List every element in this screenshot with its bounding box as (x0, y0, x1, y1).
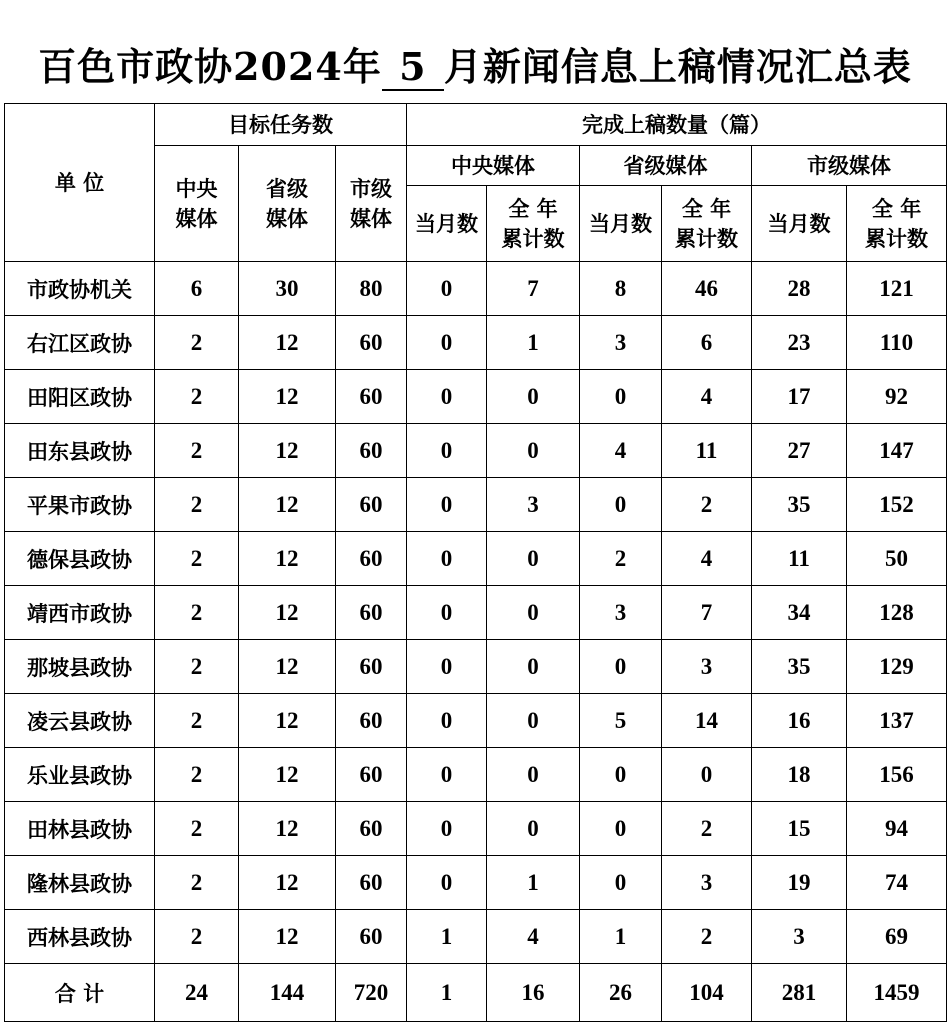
target-central-line2: 媒体 (175, 206, 218, 231)
central-media-header: 中央媒体 (407, 146, 580, 186)
provincial-monthly-cell: 0 (580, 370, 662, 424)
central-annual-cell: 0 (487, 370, 580, 424)
unit-cell: 乐业县政协 (5, 748, 155, 802)
target-city-cell: 60 (336, 694, 407, 748)
unit-cell: 田东县政协 (5, 424, 155, 478)
city-annual-cell: 94 (847, 802, 947, 856)
target-city-cell: 60 (336, 748, 407, 802)
city-annual-cell: 129 (847, 640, 947, 694)
central-annual-cell: 0 (487, 748, 580, 802)
city-annual-cell: 156 (847, 748, 947, 802)
unit-cell: 田阳区政协 (5, 370, 155, 424)
provincial-monthly-cell: 2 (580, 532, 662, 586)
city-monthly-cell: 16 (752, 694, 847, 748)
target-provincial-cell: 12 (239, 370, 336, 424)
target-provincial-cell: 12 (239, 532, 336, 586)
target-city-cell: 60 (336, 478, 407, 532)
table-row (5, 640, 947, 694)
provincial-annual-cell: 3 (662, 640, 752, 694)
central-monthly-cell: 0 (407, 262, 487, 316)
provincial-monthly-header: 当月数 (580, 186, 662, 262)
central-monthly-cell: 0 (407, 316, 487, 370)
unit-cell: 德保县政协 (5, 532, 155, 586)
table-row (5, 478, 947, 532)
central-annual-cell: 0 (487, 532, 580, 586)
target-provincial-cell: 12 (239, 424, 336, 478)
city-monthly-cell: 27 (752, 424, 847, 478)
central-monthly-header: 当月数 (407, 186, 487, 262)
target-central-cell: 2 (155, 910, 239, 964)
city-monthly-header: 当月数 (752, 186, 847, 262)
city-annual-cell: 92 (847, 370, 947, 424)
target-city-header (336, 146, 407, 262)
table-row (5, 316, 947, 370)
completed-group-header: 完成上稿数量（篇） (407, 104, 947, 146)
table-row (5, 856, 947, 910)
city-media-header: 市级媒体 (752, 146, 947, 186)
target-central-cell: 2 (155, 640, 239, 694)
provincial-annual-line1: 全 年 (681, 196, 732, 221)
central-monthly-cell: 0 (407, 586, 487, 640)
provincial-monthly-cell: 4 (580, 424, 662, 478)
central-monthly-cell: 0 (407, 370, 487, 424)
title-suffix: 月新闻信息上稿情况汇总表 (443, 44, 912, 89)
table-row (5, 910, 947, 964)
target-central-cell: 2 (155, 856, 239, 910)
unit-cell: 田林县政协 (5, 802, 155, 856)
provincial-annual-cell: 11 (662, 424, 752, 478)
target-central-header (155, 146, 239, 262)
central-monthly-cell: 0 (407, 748, 487, 802)
target-central-cell: 2 (155, 478, 239, 532)
total-city-monthly-cell: 281 (752, 964, 847, 1022)
table-row (5, 532, 947, 586)
provincial-monthly-cell: 3 (580, 586, 662, 640)
central-annual-cell: 0 (487, 586, 580, 640)
city-monthly-cell: 19 (752, 856, 847, 910)
title-month: 5 (382, 45, 444, 91)
provincial-annual-cell: 2 (662, 478, 752, 532)
target-city-line1: 市级 (350, 176, 392, 201)
total-central-annual-cell: 16 (487, 964, 580, 1022)
header-row-1 (5, 104, 947, 146)
central-annual-cell: 1 (487, 856, 580, 910)
target-provincial-cell: 12 (239, 694, 336, 748)
central-annual-cell: 4 (487, 910, 580, 964)
provincial-annual-header (662, 186, 752, 262)
central-annual-cell: 0 (487, 694, 580, 748)
city-annual-cell: 147 (847, 424, 947, 478)
total-provincial-monthly-cell: 26 (580, 964, 662, 1022)
central-annual-header (487, 186, 580, 262)
city-monthly-cell: 28 (752, 262, 847, 316)
provincial-media-header: 省级媒体 (580, 146, 752, 186)
target-central-cell: 2 (155, 424, 239, 478)
central-annual-line2: 累计数 (501, 226, 565, 251)
provincial-monthly-cell: 1 (580, 910, 662, 964)
total-target-provincial-cell: 144 (239, 964, 336, 1022)
city-monthly-cell: 35 (752, 478, 847, 532)
target-city-cell: 60 (336, 640, 407, 694)
target-provincial-cell: 12 (239, 478, 336, 532)
table-row (5, 802, 947, 856)
target-central-cell: 2 (155, 532, 239, 586)
target-central-line1: 中央 (175, 176, 218, 201)
unit-cell: 市政协机关 (5, 262, 155, 316)
city-annual-line2: 累计数 (865, 226, 929, 251)
target-provincial-cell: 12 (239, 586, 336, 640)
target-city-cell: 60 (336, 802, 407, 856)
provincial-monthly-cell: 0 (580, 748, 662, 802)
total-provincial-annual-cell: 104 (662, 964, 752, 1022)
central-monthly-cell: 0 (407, 478, 487, 532)
central-annual-cell: 3 (487, 478, 580, 532)
total-row (5, 964, 947, 1022)
city-monthly-cell: 18 (752, 748, 847, 802)
target-provincial-cell: 12 (239, 640, 336, 694)
provincial-annual-cell: 0 (662, 748, 752, 802)
target-city-cell: 80 (336, 262, 407, 316)
unit-cell: 隆林县政协 (5, 856, 155, 910)
city-annual-line1: 全 年 (871, 196, 922, 221)
city-monthly-cell: 35 (752, 640, 847, 694)
target-city-cell: 60 (336, 586, 407, 640)
provincial-annual-cell: 2 (662, 802, 752, 856)
central-annual-line1: 全 年 (508, 196, 558, 221)
total-central-monthly-cell: 1 (407, 964, 487, 1022)
unit-cell: 右江区政协 (5, 316, 155, 370)
provincial-annual-cell: 7 (662, 586, 752, 640)
total-label-cell: 合 计 (5, 964, 155, 1022)
city-monthly-cell: 15 (752, 802, 847, 856)
central-annual-cell: 0 (487, 424, 580, 478)
table-row (5, 748, 947, 802)
table-row (5, 262, 947, 316)
target-central-cell: 2 (155, 802, 239, 856)
target-provincial-cell: 30 (239, 262, 336, 316)
provincial-monthly-cell: 0 (580, 640, 662, 694)
title-prefix: 百色市政协2024年 (38, 44, 382, 89)
target-provincial-line2: 媒体 (266, 206, 308, 231)
target-city-cell: 60 (336, 856, 407, 910)
unit-header: 单 位 (5, 104, 155, 262)
target-central-cell: 2 (155, 586, 239, 640)
provincial-annual-cell: 4 (662, 532, 752, 586)
city-monthly-cell: 11 (752, 532, 847, 586)
city-annual-cell: 69 (847, 910, 947, 964)
provincial-monthly-cell: 8 (580, 262, 662, 316)
city-annual-cell: 50 (847, 532, 947, 586)
provincial-monthly-cell: 3 (580, 316, 662, 370)
page-title (0, 40, 950, 94)
city-annual-cell: 137 (847, 694, 947, 748)
central-monthly-cell: 0 (407, 424, 487, 478)
summary-table (4, 103, 947, 1022)
total-target-central-cell: 24 (155, 964, 239, 1022)
provincial-monthly-cell: 5 (580, 694, 662, 748)
target-city-cell: 60 (336, 910, 407, 964)
target-provincial-line1: 省级 (266, 176, 308, 201)
city-annual-cell: 121 (847, 262, 947, 316)
central-monthly-cell: 0 (407, 802, 487, 856)
city-monthly-cell: 3 (752, 910, 847, 964)
unit-cell: 平果市政协 (5, 478, 155, 532)
central-annual-cell: 0 (487, 802, 580, 856)
target-central-cell: 2 (155, 370, 239, 424)
table-row (5, 586, 947, 640)
total-target-city-cell: 720 (336, 964, 407, 1022)
provincial-annual-cell: 6 (662, 316, 752, 370)
city-annual-cell: 152 (847, 478, 947, 532)
target-provincial-cell: 12 (239, 802, 336, 856)
unit-cell: 那坡县政协 (5, 640, 155, 694)
target-city-cell: 60 (336, 370, 407, 424)
target-provincial-cell: 12 (239, 910, 336, 964)
city-monthly-cell: 34 (752, 586, 847, 640)
target-provincial-cell: 12 (239, 316, 336, 370)
unit-cell: 西林县政协 (5, 910, 155, 964)
table-row (5, 370, 947, 424)
target-provincial-header (239, 146, 336, 262)
central-annual-cell: 0 (487, 640, 580, 694)
city-annual-cell: 110 (847, 316, 947, 370)
city-annual-cell: 74 (847, 856, 947, 910)
city-monthly-cell: 17 (752, 370, 847, 424)
provincial-annual-cell: 14 (662, 694, 752, 748)
provincial-annual-cell: 2 (662, 910, 752, 964)
target-central-cell: 6 (155, 262, 239, 316)
central-monthly-cell: 1 (407, 910, 487, 964)
target-provincial-cell: 12 (239, 856, 336, 910)
city-monthly-cell: 23 (752, 316, 847, 370)
provincial-annual-cell: 4 (662, 370, 752, 424)
table-row (5, 424, 947, 478)
target-provincial-cell: 12 (239, 748, 336, 802)
central-monthly-cell: 0 (407, 856, 487, 910)
unit-cell: 凌云县政协 (5, 694, 155, 748)
central-annual-cell: 7 (487, 262, 580, 316)
city-annual-header (847, 186, 947, 262)
central-monthly-cell: 0 (407, 694, 487, 748)
table-row (5, 694, 947, 748)
central-annual-cell: 1 (487, 316, 580, 370)
provincial-monthly-cell: 0 (580, 478, 662, 532)
total-city-annual-cell: 1459 (847, 964, 947, 1022)
target-city-cell: 60 (336, 316, 407, 370)
provincial-annual-cell: 46 (662, 262, 752, 316)
target-city-cell: 60 (336, 424, 407, 478)
target-central-cell: 2 (155, 694, 239, 748)
provincial-annual-cell: 3 (662, 856, 752, 910)
target-central-cell: 2 (155, 316, 239, 370)
target-central-cell: 2 (155, 748, 239, 802)
target-city-line2: 媒体 (350, 206, 392, 231)
central-monthly-cell: 0 (407, 640, 487, 694)
target-group-header: 目标任务数 (155, 104, 407, 146)
provincial-monthly-cell: 0 (580, 802, 662, 856)
provincial-monthly-cell: 0 (580, 856, 662, 910)
central-monthly-cell: 0 (407, 532, 487, 586)
provincial-annual-line2: 累计数 (675, 226, 739, 251)
unit-cell: 靖西市政协 (5, 586, 155, 640)
city-annual-cell: 128 (847, 586, 947, 640)
target-city-cell: 60 (336, 532, 407, 586)
